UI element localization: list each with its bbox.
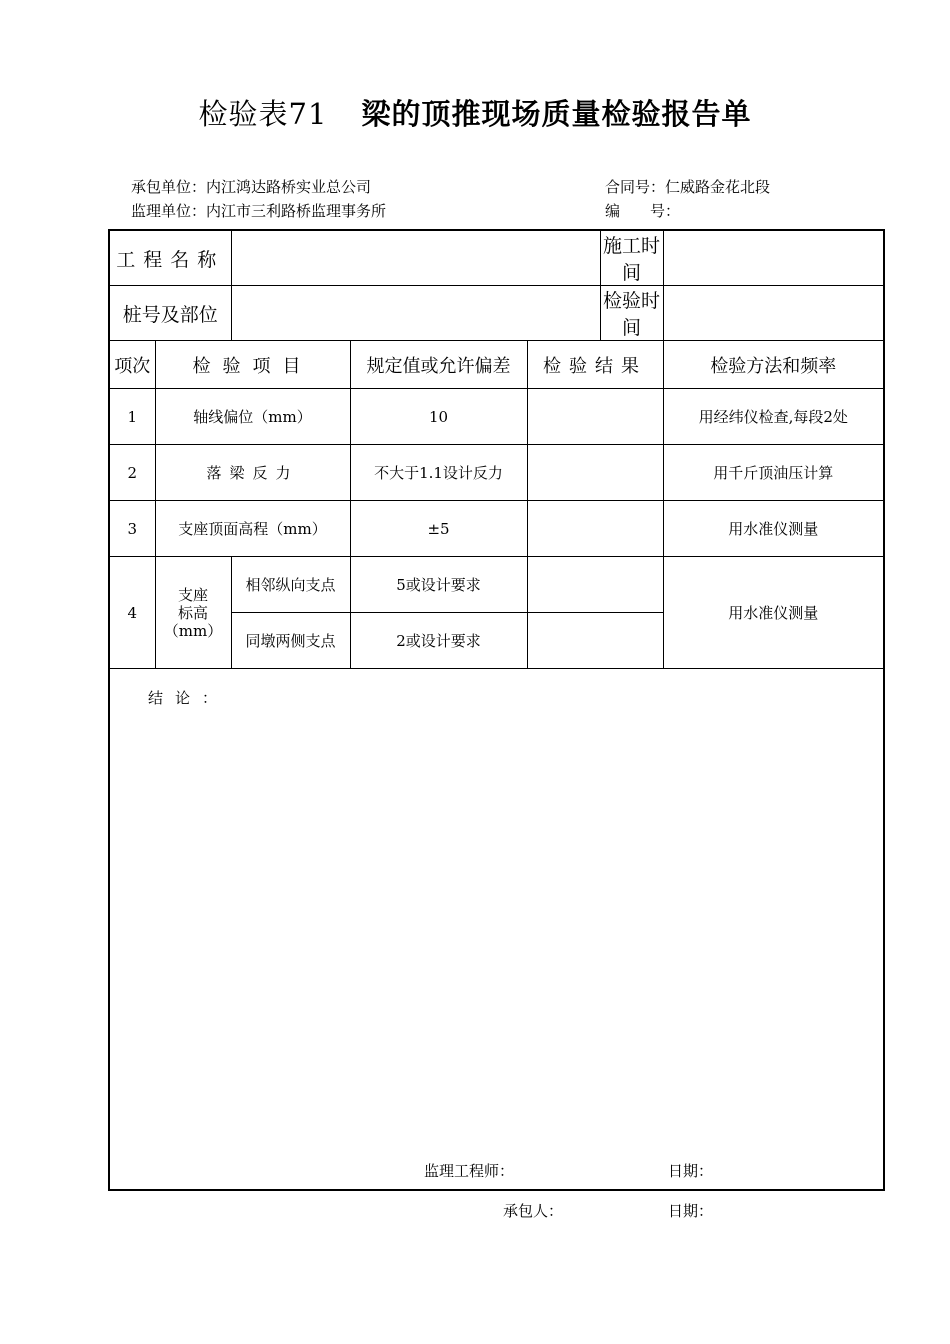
- sub-item-2: 同墩两侧支点: [231, 613, 350, 669]
- row-no: 1: [109, 389, 155, 445]
- table-row: [109, 389, 884, 445]
- row-spec: 不大于1.1设计反力: [350, 445, 527, 501]
- header-result: 检验结果: [543, 355, 648, 377]
- construction-time-value[interactable]: [663, 230, 884, 286]
- header-no: 项次: [109, 341, 155, 389]
- station-label: 桩号及部位: [109, 286, 231, 341]
- table-row: [109, 501, 884, 557]
- conclusion-cell[interactable]: [109, 669, 884, 1191]
- contract-no-label: 合同号：: [605, 178, 666, 196]
- header-item-cell: [155, 341, 350, 389]
- table-row: [109, 557, 884, 613]
- support-elevation-label: [164, 586, 222, 640]
- row-result[interactable]: [527, 501, 663, 557]
- group-line-2: 标高: [178, 603, 209, 622]
- inspection-time-value[interactable]: [663, 286, 884, 341]
- header-item: 检验项目: [192, 355, 313, 377]
- supervisor-label: 监理单位：: [131, 202, 207, 220]
- row-no: 4: [109, 557, 155, 669]
- inspection-time-label: 检验时间: [600, 286, 663, 341]
- row-method: 用千斤顶油压计算: [663, 445, 884, 501]
- form-title: [0, 92, 950, 133]
- row-method: 用水准仪测量: [663, 557, 884, 669]
- row-spec: ±5: [350, 501, 527, 557]
- supervisor-value: 内江市三利路桥监理事务所: [206, 202, 387, 220]
- form-code: 检验表71: [198, 97, 328, 131]
- project-name-label: 工程名称: [116, 248, 225, 271]
- station-value[interactable]: [231, 286, 600, 341]
- contractor-date-label: 日期：: [668, 1202, 714, 1220]
- form-main-title: 梁的顶推现场质量检验报告单: [361, 97, 752, 131]
- group-line-3: （mm）: [163, 621, 223, 640]
- group-line-1: 支座: [178, 585, 209, 604]
- serial-line: [605, 200, 680, 221]
- conclusion-label: 结论：: [148, 689, 230, 707]
- contractor-label: 承包单位：: [131, 178, 207, 196]
- header-spec: 规定值或允许偏差: [350, 341, 527, 389]
- contractor-line: [131, 176, 371, 197]
- sub-result-1[interactable]: [527, 557, 663, 613]
- header-method: 检验方法和频率: [663, 341, 884, 389]
- row-result[interactable]: [527, 389, 663, 445]
- row-no: 3: [109, 501, 155, 557]
- sub-result-2[interactable]: [527, 613, 663, 669]
- inspection-form-table: [108, 229, 885, 1191]
- conclusion-area: [110, 669, 883, 1189]
- row-spec: 10: [350, 389, 527, 445]
- row-method: 用经纬仪检查,每段2处: [663, 389, 884, 445]
- construction-time-label: 施工时间: [600, 230, 663, 286]
- header-result-cell: [527, 341, 663, 389]
- row-item: 轴线偏位（mm）: [155, 389, 350, 445]
- engineer-label: 监理工程师：: [424, 1162, 515, 1180]
- contract-no-line: [605, 176, 770, 197]
- sub-item-1: 相邻纵向支点: [231, 557, 350, 613]
- serial-label: 编 号：: [605, 202, 681, 220]
- support-elevation-group: [155, 557, 231, 669]
- row-item: 落梁反力: [206, 464, 299, 482]
- sub-spec-1: 5或设计要求: [350, 557, 527, 613]
- row-result[interactable]: [527, 445, 663, 501]
- project-name-label-cell: [109, 230, 231, 286]
- project-name-value[interactable]: [231, 230, 600, 286]
- supervisor-line: [131, 200, 386, 221]
- contractor-value: 内江鸿达路桥实业总公司: [206, 178, 372, 196]
- contractor-person-label: 承包人：: [503, 1202, 564, 1220]
- table-row: [109, 445, 884, 501]
- engineer-date-label: 日期：: [668, 1162, 714, 1180]
- sub-spec-2: 2或设计要求: [350, 613, 527, 669]
- contract-no-value: 仁威路金花北段: [665, 178, 771, 196]
- row-item-cell: [155, 445, 350, 501]
- row-method: 用水准仪测量: [663, 501, 884, 557]
- row-no: 2: [109, 445, 155, 501]
- row-item: 支座顶面高程（mm）: [155, 501, 350, 557]
